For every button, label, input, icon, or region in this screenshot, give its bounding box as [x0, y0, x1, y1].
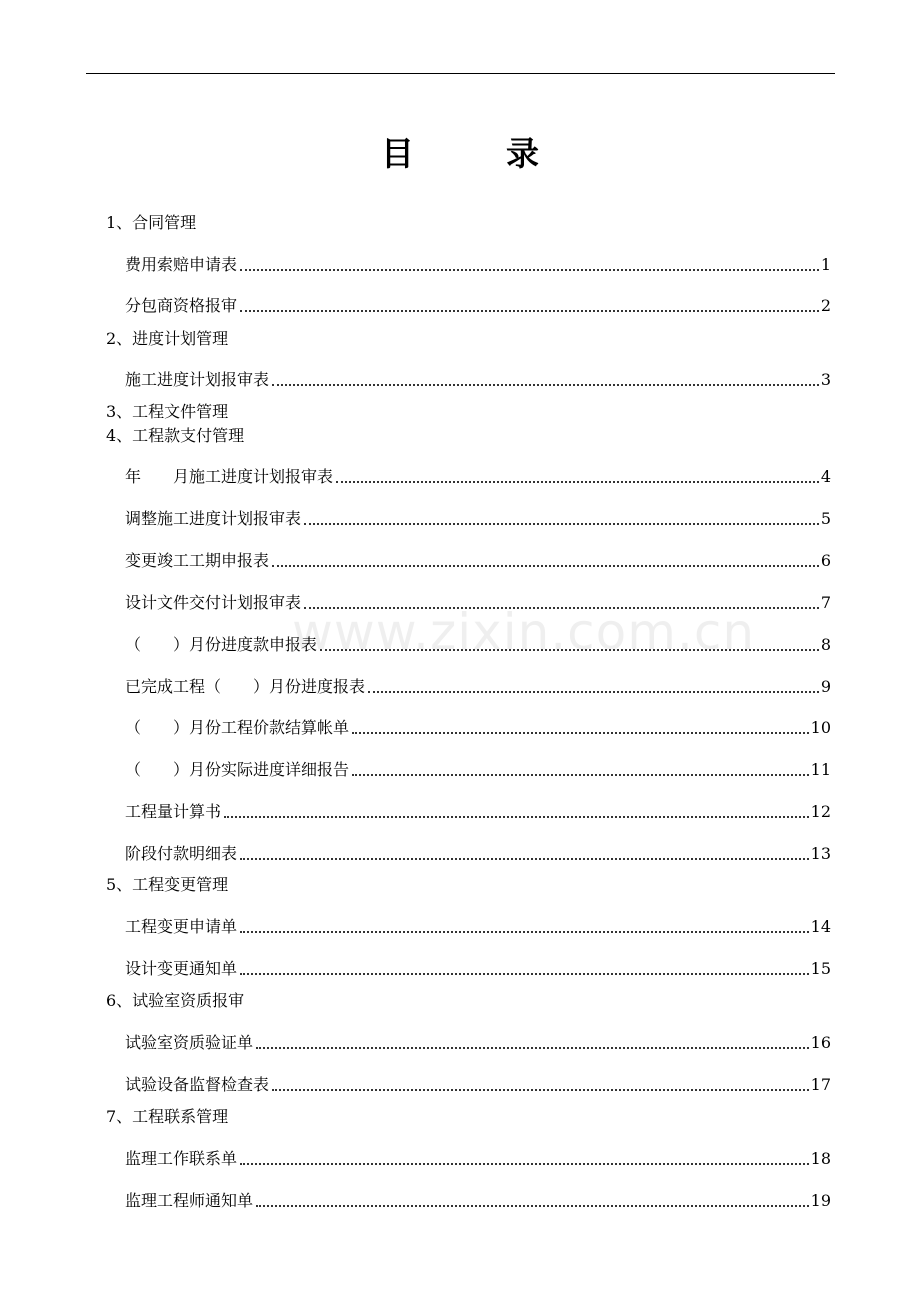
- toc-section: 1、合同管理: [106, 213, 197, 232]
- toc-entry-page: 9: [820, 677, 831, 696]
- dot-leader: [304, 522, 819, 525]
- page-title: [0, 128, 920, 175]
- toc-entry-label: 变更竣工工期申报表: [125, 551, 270, 570]
- toc-entry-label: 施工进度计划报审表: [125, 370, 270, 389]
- toc-entry[interactable]: [125, 467, 831, 487]
- toc-entry-page: 11: [810, 760, 831, 779]
- dot-leader: [240, 972, 809, 975]
- toc-entry-label: 试验室资质验证单: [125, 1033, 254, 1052]
- toc-entry-page: 8: [820, 635, 831, 654]
- toc-entry-page: 7: [820, 593, 831, 612]
- toc-section: 7、工程联系管理: [106, 1107, 229, 1126]
- dot-leader: [352, 731, 809, 734]
- dot-leader: [272, 564, 819, 567]
- dot-leader: [224, 815, 809, 818]
- toc-section: 2、进度计划管理: [106, 329, 229, 348]
- toc-entry[interactable]: [125, 1191, 831, 1211]
- dot-leader: [368, 690, 819, 693]
- title-char-2: 录: [506, 134, 539, 173]
- toc-entry-label: 工程量计算书: [125, 802, 222, 821]
- toc-entry-label: 分包商资格报审: [125, 296, 238, 315]
- watermark: www.zixin.com.cn: [292, 603, 756, 661]
- toc-entry[interactable]: [125, 593, 831, 613]
- toc-entry[interactable]: [125, 255, 831, 275]
- toc-entry-page: 18: [810, 1149, 831, 1168]
- toc-entry-label: （ ）月份工程价款结算帐单: [125, 718, 350, 737]
- toc-entry-label: 试验设备监督检查表: [125, 1075, 270, 1094]
- toc-entry[interactable]: [125, 635, 831, 655]
- toc-entry-page: 16: [810, 1033, 831, 1052]
- toc-section: 3、工程文件管理: [106, 402, 229, 421]
- dot-leader: [320, 648, 819, 651]
- dot-leader: [304, 606, 819, 609]
- toc-entry[interactable]: [125, 844, 831, 864]
- toc-entry-label: （ ）月份进度款申报表: [125, 635, 318, 654]
- toc-entry-label: 费用索赔申请表: [125, 255, 238, 274]
- toc-entry-page: 12: [810, 802, 831, 821]
- toc-entry-label: 阶段付款明细表: [125, 844, 238, 863]
- toc-section: 5、工程变更管理: [106, 875, 229, 894]
- toc-entry-page: 17: [810, 1075, 831, 1094]
- toc-entry-label: 设计变更通知单: [125, 959, 238, 978]
- toc-entry-page: 4: [820, 467, 831, 486]
- dot-leader: [336, 480, 819, 483]
- toc-entry[interactable]: [125, 802, 831, 822]
- toc-entry[interactable]: [125, 551, 831, 571]
- toc-entry[interactable]: [125, 1149, 831, 1169]
- dot-leader: [352, 773, 809, 776]
- toc-entry-page: 3: [820, 370, 831, 389]
- dot-leader: [256, 1204, 809, 1207]
- toc-entry-label: 年 月施工进度计划报审表: [125, 467, 334, 486]
- toc-entry-page: 14: [810, 917, 831, 936]
- toc-entry-page: 19: [810, 1191, 831, 1210]
- toc-entry[interactable]: [125, 760, 831, 780]
- header-rule: [86, 73, 835, 74]
- toc-entry-page: 1: [820, 255, 831, 274]
- dot-leader: [272, 1088, 809, 1091]
- dot-leader: [240, 930, 809, 933]
- toc-entry[interactable]: [125, 718, 831, 738]
- toc-entry-label: 监理工程师通知单: [125, 1191, 254, 1210]
- title-char-1: 目: [381, 134, 414, 173]
- toc-entry-label: （ ）月份实际进度详细报告: [125, 760, 350, 779]
- toc-entry-page: 5: [820, 509, 831, 528]
- toc-entry-page: 10: [810, 718, 831, 737]
- dot-leader: [240, 1162, 809, 1165]
- toc-entry[interactable]: [125, 959, 831, 979]
- toc-entry-label: 工程变更申请单: [125, 917, 238, 936]
- dot-leader: [256, 1046, 809, 1049]
- toc-entry[interactable]: [125, 677, 831, 697]
- dot-leader: [240, 857, 809, 860]
- toc-entry-label: 调整施工进度计划报审表: [125, 509, 302, 528]
- toc-entry-page: 6: [820, 551, 831, 570]
- toc-entry[interactable]: [125, 509, 831, 529]
- dot-leader: [240, 309, 819, 312]
- dot-leader: [272, 383, 819, 386]
- toc-entry-label: 监理工作联系单: [125, 1149, 238, 1168]
- toc-section: 6、试验室资质报审: [106, 991, 245, 1010]
- toc-entry-page: 15: [810, 959, 831, 978]
- toc-entry[interactable]: [125, 296, 831, 316]
- toc-entry[interactable]: [125, 370, 831, 390]
- toc-entry[interactable]: [125, 1033, 831, 1053]
- toc-section: 4、工程款支付管理: [106, 426, 245, 445]
- toc-entry-label: 设计文件交付计划报审表: [125, 593, 302, 612]
- toc-entry-page: 13: [810, 844, 831, 863]
- toc-entry-page: 2: [820, 296, 831, 315]
- dot-leader: [240, 268, 819, 271]
- toc-entry-label: 已完成工程（ ）月份进度报表: [125, 677, 366, 696]
- toc-entry[interactable]: [125, 917, 831, 937]
- toc-entry[interactable]: [125, 1075, 831, 1095]
